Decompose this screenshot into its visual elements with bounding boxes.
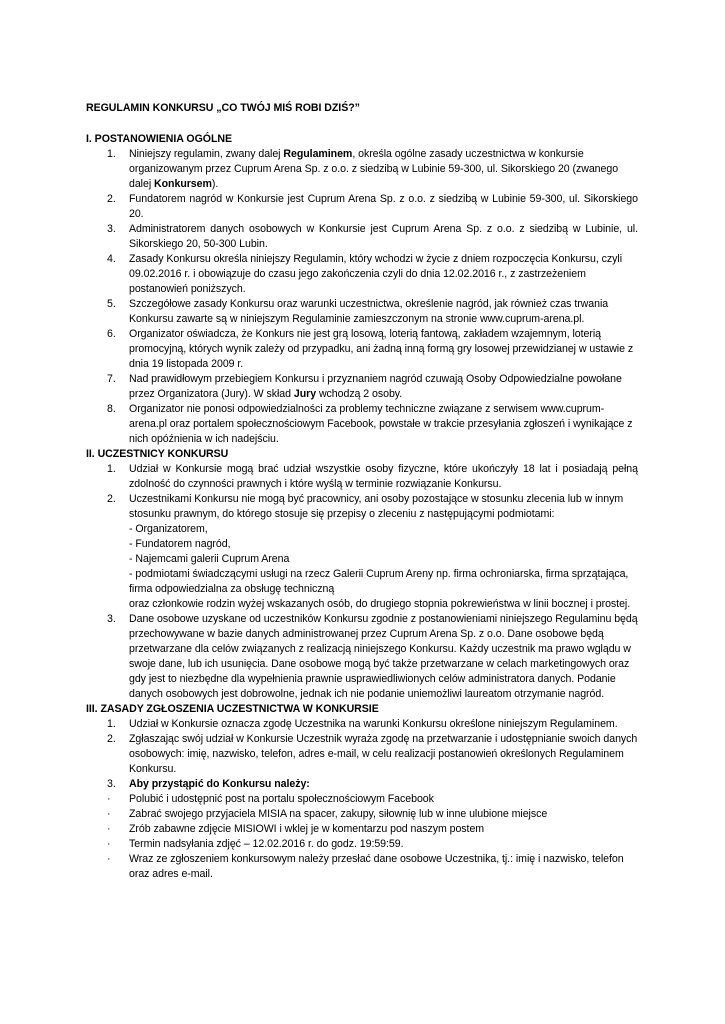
bullet-item <box>86 822 638 837</box>
bullet-text: Polubić i udostępnić post na portalu społecznościowym Facebook <box>129 793 434 805</box>
list-item <box>86 402 638 447</box>
item-text: Dane osobowe uzyskane od uczestników Konkursu zgodnie z postanowieniami niniejszego Regulaminu będą przechowywane w bazie danych administrowanej przez Cuprum Arena Sp. z o.o. Dane osobowe będą przetwarzane dla celów związanych z realizacją niniejszego Konkursu. Każdy uczestnik ma prawo wglądu w swoje dane, lub ich usunięcia. Dane osobowe mogą być także przetwarzane w celach marketingowych oraz gdy jest to niezbędne dla wypełnienia prawnie usprawiedliwionych celów administratora danych. Podanie danych osobowych jest dobrowolne, jednak ich nie podanie uniemożliwi laureatom otrzymanie nagród. <box>129 613 638 700</box>
section-heading-2: II. UCZESTNICY KONKURSU <box>86 448 229 460</box>
item-text: Udział w Konkursie mogą brać udział wszystkie osoby fizyczne, które ukończyły 18 lat i posiadają pełną zdolność do czynności prawnych i które wyślą w terminie rozwiązanie Konkursu. <box>129 463 638 490</box>
bullet-item <box>86 792 638 807</box>
item-text: Organizator oświadcza, że Konkurs nie jest grą losową, loterią fantową, zakładem wzajemnym, loterią promocyjną, których wynik zależy od przypadku, ani żadną inną formą gry losowej przewidzianej w ustawie z dnia 19 listopada 2009 r. <box>129 328 634 370</box>
bullet-item <box>86 807 638 822</box>
list-item <box>86 192 638 222</box>
item-number: 2. <box>107 733 116 745</box>
text-run: Niniejszy regulamin, zwany dalej <box>129 148 284 160</box>
text-run: , określa ogólne zasady uczestnictwa w konkursie organizowanym przez Cuprum Arena Sp. z o.o. z siedzibą w Lubinie 59-300, ul. Sikorskiego 20 (zwanego dalej <box>129 148 619 190</box>
list-item <box>86 612 638 702</box>
item-number: 5. <box>107 298 116 310</box>
item-text: Fundatorem nagród w Konkursie jest Cuprum Arena Sp. z o.o. z siedzibą w Lubinie 59-300, ul. Sikorskiego 20. <box>129 193 638 220</box>
item-number: 3. <box>107 613 116 625</box>
bullet-text: Termin nadsyłania zdjęć – 12.02.2016 r. do godz. 19:59:59. <box>129 838 404 850</box>
list-item <box>86 732 638 777</box>
bullet-item <box>86 837 638 852</box>
list-item <box>86 492 638 612</box>
text-run: ). <box>211 178 219 190</box>
item-number: 1. <box>107 463 116 475</box>
document-title: REGULAMIN KONKURSU „CO TWÓJ MIŚ ROBI DZIŚ?” <box>86 102 360 114</box>
bullet-text: Zrób zabawne zdjęcie MISIOWI i wklej je w komentarzu pod naszym postem <box>129 823 485 835</box>
text-run: wchodzą 2 osoby. <box>316 388 403 400</box>
item-text <box>129 372 638 402</box>
bullet-icon: · <box>107 808 111 820</box>
section-heading-1: I. POSTANOWIENIA OGÓLNE <box>86 133 232 145</box>
item-text: Organizator nie ponosi odpowiedzialności za problemy techniczne związane z serwisem www.cuprum-arena.pl oraz portalem społecznościowym Facebook, powstałe w trakcie przesyłania zgłoszeń i wynikające z nich opóźnienia w ich nadejściu. <box>129 403 633 445</box>
sub-line: - Organizatorem, <box>129 523 208 535</box>
list-item <box>86 462 638 492</box>
item-number: 4. <box>107 253 116 265</box>
list-item <box>86 297 638 327</box>
list-item <box>86 222 638 252</box>
item-number: 1. <box>107 148 116 160</box>
item-text <box>129 777 638 792</box>
item-number: 6. <box>107 328 116 340</box>
bold-term: Aby przystąpić do Konkursu należy: <box>129 778 310 790</box>
sub-line: - Najemcami galerii Cuprum Arena <box>129 553 290 565</box>
bullet-icon: · <box>107 838 111 850</box>
bullet-icon: · <box>107 793 111 805</box>
section-3-list <box>86 717 638 792</box>
item-text: Udział w Konkursie oznacza zgodę Uczestnika na warunki Konkursu określone niniejszym Regulaminem. <box>129 718 618 730</box>
sub-line: - podmiotami świadczącymi usługi na rzecz Galerii Cuprum Areny np. firma ochroniarska, firma sprzątająca, firma odpowiedzialna za obsługę techniczną <box>129 568 629 595</box>
section-2-list <box>86 462 638 702</box>
item-number: 2. <box>107 493 116 505</box>
document-content <box>86 101 638 882</box>
bullet-text: Wraz ze zgłoszeniem konkursowym należy przesłać dane osobowe Uczestnika, tj.: imię i nazwisko, telefon oraz adres e-mail. <box>129 853 624 880</box>
list-item <box>86 147 638 192</box>
section-heading-3: III. ZASADY ZGŁOSZENIA UCZESTNICTWA W KONKURSIE <box>86 703 379 715</box>
bold-term: Konkursem <box>154 178 212 190</box>
bullet-icon: · <box>107 823 111 835</box>
list-item <box>86 252 638 297</box>
item-text: Szczegółowe zasady Konkursu oraz warunki uczestnictwa, określenie nagród, jak również czas trwania Konkursu zawarte są w niniejszym Regulaminie zamieszczonym na stronie www.cuprum-arena.pl. <box>129 298 609 325</box>
item-number: 7. <box>107 373 116 385</box>
bullet-item <box>86 852 638 882</box>
sub-line: - Fundatorem nagród, <box>129 538 231 550</box>
bullet-text: Zabrać swojego przyjaciela MISIA na spacer, zakupy, siłownię lub w inne ulubione miejsce <box>129 808 548 820</box>
item-number: 2. <box>107 193 116 205</box>
sub-line: oraz członkowie rodzin wyżej wskazanych osób, do drugiego stopnia pokrewieństwa w linii bocznej i prostej. <box>129 598 631 610</box>
bold-term: Regulaminem <box>283 148 353 160</box>
text-run: Nad prawidłowym przebiegiem Konkursu i przyznaniem nagród czuwają Osoby Odpowiedzialne powołane przez Organizatora (Jury). W skład <box>129 373 622 400</box>
list-item <box>86 717 638 732</box>
item-number: 3. <box>107 223 116 235</box>
list-item <box>86 372 638 402</box>
item-text: Administratorem danych osobowych w Konkursie jest Cuprum Arena Sp. z o.o. z siedzibą w Lubinie, ul. Sikorskiego 20, 50-300 Lubin. <box>129 223 638 250</box>
bullet-icon: · <box>107 853 111 865</box>
bold-term: Jury <box>293 388 317 400</box>
item-text: Uczestnikami Konkursu nie mogą być pracownicy, ani osoby pozostające w stosunku zlecenia lub w innym stosunku prawnym, do którego stosuje się przepisy o zleceniu z następującymi podmiotami: <box>129 493 624 520</box>
spacer <box>86 116 638 132</box>
item-number: 3. <box>107 778 116 790</box>
item-number: 8. <box>107 403 116 415</box>
item-text: Zasady Konkursu określa niniejszy Regulamin, który wchodzi w życie z dniem rozpoczęcia Konkursu, czyli 09.02.2016 r. i obowiązuje do czasu jego zakończenia czyli do dnia 12.02.2016 r., z zastrzeżeniem postanowień poniższych. <box>129 253 623 295</box>
section-1-list <box>86 147 638 447</box>
item-number: 1. <box>107 718 116 730</box>
item-text: Zgłaszając swój udział w Konkursie Uczestnik wyraża zgodę na przetwarzanie i udostępnianie swoich danych osobowych: imię, nazwisko, telefon, adres e-mail, w celu realizacji postanowień określonych Regulaminem Konkursu. <box>129 733 638 775</box>
item-text <box>129 147 638 192</box>
list-item <box>86 777 638 792</box>
list-item <box>86 327 638 372</box>
